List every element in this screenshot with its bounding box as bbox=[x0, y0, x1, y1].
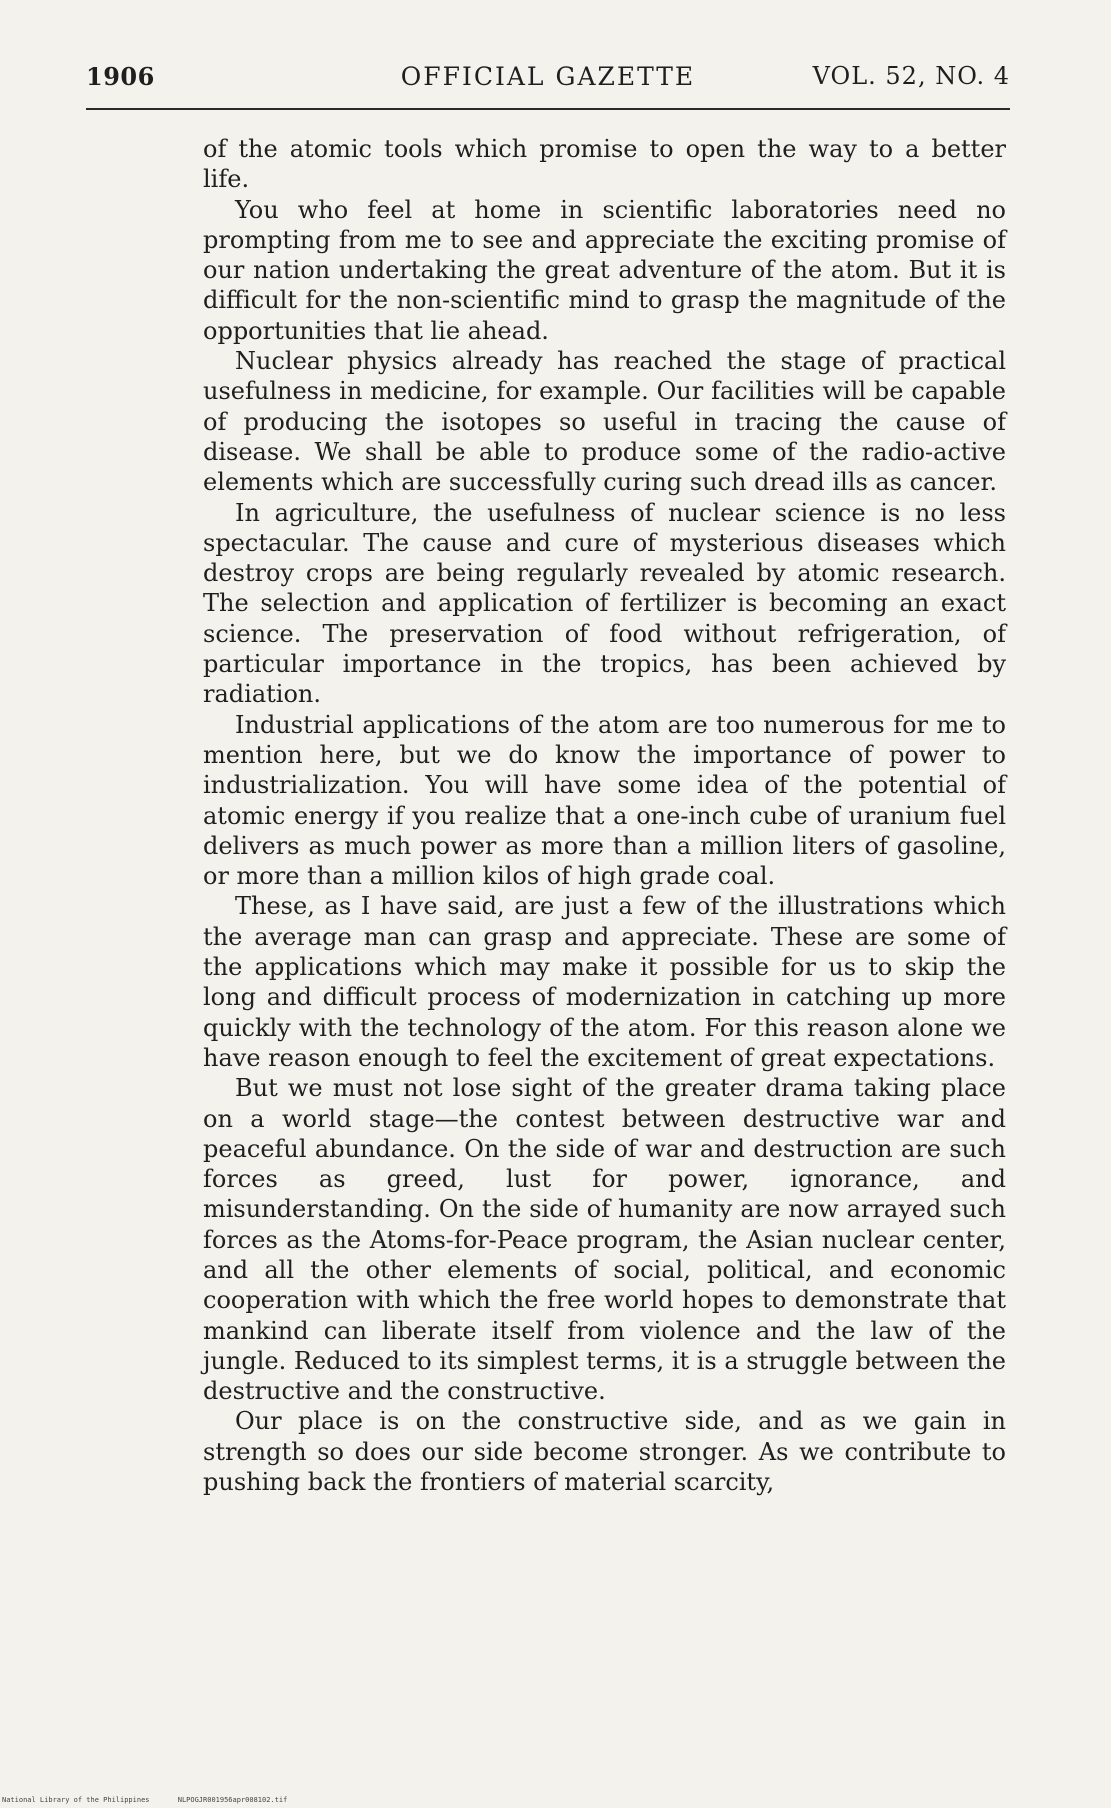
scan-footer bbox=[2, 1796, 311, 1804]
paragraph: You who feel at home in scientific laboratories need no prompting from me to see and appreciate the exciting promise of our nation undertaking the great adventure of the atom. But it is difficult for the non-scientific mind to grasp the magnitude of the opportunities that lie ahead. bbox=[203, 195, 1006, 345]
paragraph: In agriculture, the usefulness of nuclear science is no less spectacular. The cause and cure of mysterious diseases which destroy crops are being regularly revealed by atomic research. The selection and application of fertilizer is becoming an exact science. The preservation of food without refrigeration, of particular importance in the tropics, has been achieved by radiation. bbox=[203, 498, 1006, 709]
paragraph: Our place is on the constructive side, and as we gain in strength so does our side become stronger. As we contribute to pushing back the frontiers of material scarcity, bbox=[203, 1407, 1006, 1497]
paragraph: Nuclear physics already has reached the stage of practical usefulness in medicine, for example. Our facilities will be capable of producing the isotopes so useful in tracing the cause of disease. We shall be able to produce some of the radio-active elements which are successfully curing such dread ills as cancer. bbox=[203, 347, 1006, 497]
page-number: 1906 bbox=[86, 62, 155, 91]
header-rule bbox=[86, 108, 1010, 110]
article-body bbox=[203, 134, 1006, 1497]
running-header bbox=[86, 62, 1010, 96]
paragraph: But we must not lose sight of the greater drama taking place on a world stage—the contest between destructive war and peaceful abundance. On the side of war and destruction are such forces as greed, lust for power, ignorance, and misunderstanding. On the side of humanity are now arrayed such forces as the Atoms-for-Peace program, the Asian nuclear center, and all the other elements of social, political, and economic cooperation with which the free world hopes to demonstrate that mankind can liberate itself from violence and the law of the jungle. Reduced to its simplest terms, it is a struggle between the destructive and the constructive. bbox=[203, 1074, 1006, 1406]
volume-issue: VOL. 52, NO. 4 bbox=[812, 62, 1010, 90]
library-credit: National Library of the Philippines bbox=[2, 1796, 150, 1804]
paragraph: Industrial applications of the atom are too numerous for me to mention here, but we do know the importance of power to industrialization. You will have some idea of the potential of atomic energy if you realize that a one-inch cube of uranium fuel delivers as much power as more than a million liters of gasoline, or more than a million kilos of high grade coal. bbox=[203, 710, 1006, 891]
file-identifier: NLPOGJR001956apr008102.tif bbox=[177, 1796, 288, 1804]
publication-title: OFFICIAL GAZETTE bbox=[400, 62, 696, 91]
paragraph-continued: of the atomic tools which promise to open the way to a better life. bbox=[203, 135, 1006, 194]
paragraph: These, as I have said, are just a few of the illustrations which the average man can grasp and appreciate. These are some of the applications which may make it possible for us to skip the long and difficult process of modernization in catching up more quickly with the technology of the atom. For this reason alone we have reason enough to feel the excitement of great expectations. bbox=[203, 892, 1006, 1072]
